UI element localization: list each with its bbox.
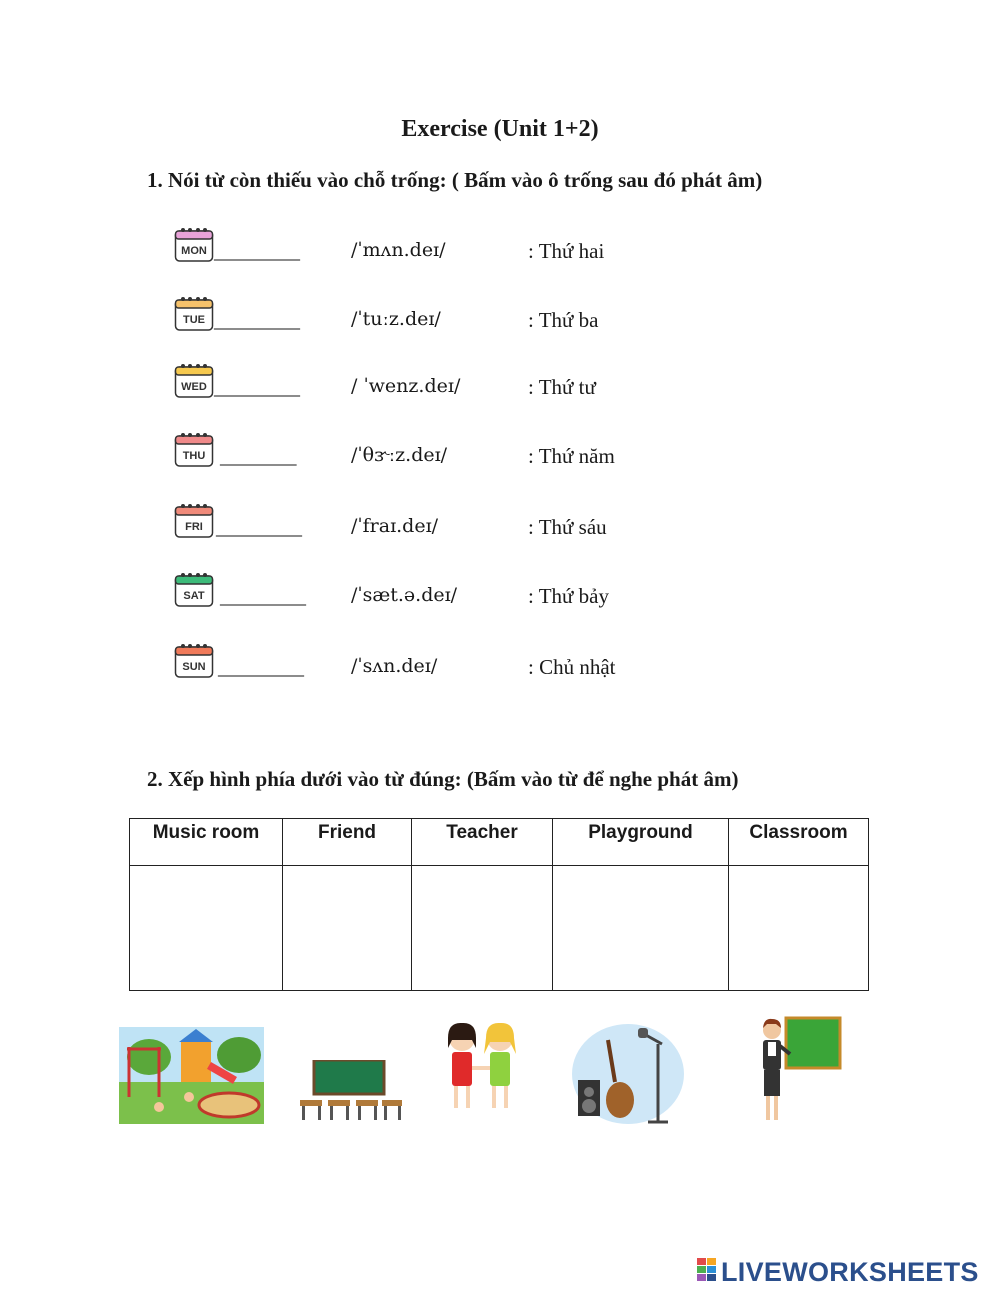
svg-text:THU: THU — [182, 450, 206, 462]
classroom-picture[interactable] — [298, 1060, 403, 1122]
day-row-tue — [174, 296, 674, 342]
sorting-table — [129, 818, 869, 991]
day-row-fri — [174, 503, 674, 549]
vietnamese-meaning: : Thứ tư — [528, 375, 596, 399]
answer-blank-wed[interactable]: _________ — [214, 377, 300, 399]
day-row-wed — [174, 363, 674, 409]
teacher-picture[interactable] — [752, 1016, 842, 1124]
column-friend[interactable]: Friend — [283, 819, 412, 866]
section2-heading: 2. Xếp hình phía dưới vào từ đúng: (Bấm vào từ để nghe phát âm) — [147, 767, 739, 791]
calendar-fri-icon — [174, 503, 214, 539]
drop-zone-friend[interactable] — [283, 866, 412, 991]
answer-blank-sat[interactable]: _________ — [220, 586, 306, 608]
svg-text:TUE: TUE — [183, 314, 205, 326]
column-classroom[interactable]: Classroom — [729, 819, 869, 866]
ipa-transcription: /ˈθɝːz.deɪ/ — [351, 444, 448, 466]
drop-zone-playground[interactable] — [553, 866, 729, 991]
svg-text:SUN: SUN — [182, 661, 206, 673]
day-row-thu — [174, 432, 674, 478]
calendar-sat-icon — [174, 572, 214, 608]
svg-text:SAT: SAT — [183, 590, 205, 602]
answer-blank-thu[interactable]: ________ — [220, 446, 296, 468]
vietnamese-meaning: : Thứ hai — [528, 239, 605, 263]
answer-blank-sun[interactable]: _________ — [218, 657, 304, 679]
column-teacher[interactable]: Teacher — [412, 819, 553, 866]
liveworksheets-logo — [697, 1257, 979, 1285]
ipa-transcription: /ˈtuːz.deɪ/ — [351, 308, 441, 330]
column-music-room[interactable]: Music room — [130, 819, 283, 866]
svg-text:FRI: FRI — [185, 521, 203, 533]
vietnamese-meaning: : Chủ nhật — [528, 655, 616, 679]
svg-text:WED: WED — [181, 381, 207, 393]
column-playground[interactable]: Playground — [553, 819, 729, 866]
answer-blank-mon[interactable]: _________ — [214, 241, 300, 263]
drop-zone-music-room[interactable] — [130, 866, 283, 991]
section1-heading: 1. Nói từ còn thiếu vào chỗ trống: ( Bấm vào ô trống sau đó phát âm) — [147, 168, 763, 192]
calendar-thu-icon — [174, 432, 214, 468]
ipa-transcription: /ˈsæt.ə.deɪ/ — [351, 584, 458, 606]
answer-blank-fri[interactable]: _________ — [216, 517, 302, 539]
vietnamese-meaning: : Thứ bảy — [528, 584, 609, 608]
vietnamese-meaning: : Thứ ba — [528, 308, 599, 332]
friends-picture[interactable] — [442, 1020, 524, 1116]
drop-zone-teacher[interactable] — [412, 866, 553, 991]
music-room-picture[interactable] — [570, 1022, 686, 1126]
drop-zone-classroom[interactable] — [729, 866, 869, 991]
svg-text:MON: MON — [181, 245, 207, 257]
calendar-mon-icon — [174, 227, 214, 263]
vietnamese-meaning: : Thứ năm — [528, 444, 615, 468]
ipa-transcription: / ˈwenz.deɪ/ — [351, 375, 461, 397]
page-title: Exercise (Unit 1+2) — [401, 116, 599, 142]
calendar-wed-icon — [174, 363, 214, 399]
ipa-transcription: /ˈmʌn.deɪ/ — [351, 239, 446, 261]
ipa-transcription: /ˈfraɪ.deɪ/ — [351, 515, 439, 537]
calendar-sun-icon — [174, 643, 214, 679]
day-row-sun — [174, 643, 674, 689]
playground-picture[interactable] — [119, 1027, 264, 1124]
day-row-sat — [174, 572, 674, 618]
vietnamese-meaning: : Thứ sáu — [528, 515, 607, 539]
calendar-tue-icon — [174, 296, 214, 332]
ipa-transcription: /ˈsʌn.deɪ/ — [351, 655, 438, 677]
logo-text: LIVEWORKSHEETS — [721, 1257, 979, 1287]
logo-mark-icon — [697, 1257, 717, 1283]
day-row-mon — [174, 227, 674, 273]
answer-blank-tue[interactable]: _________ — [214, 310, 300, 332]
